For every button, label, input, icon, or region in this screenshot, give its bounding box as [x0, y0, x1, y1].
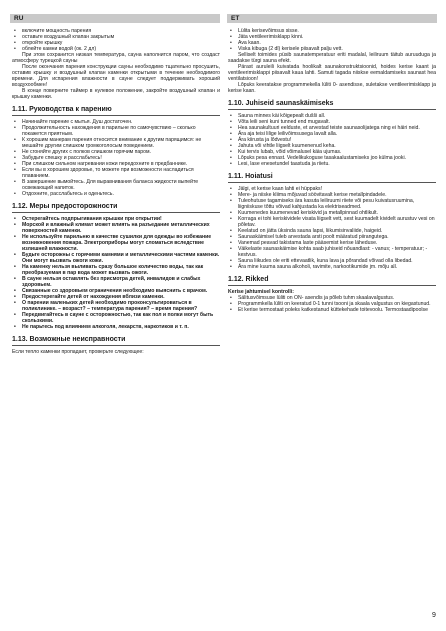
list-item: • Sälitusvõimsuse lüliti on ON- asendis ja põleb tuhm skaalavalgustus. [228, 295, 436, 301]
paragraph: Lõpuks keeratakse programmekella lüliti 0- asendisse, suletakse ventileerimisklapp ja kerise kaan. [228, 82, 436, 94]
list-item: • Ära aja teisi lilige leilivõimsusega lavalt alla. [228, 131, 436, 137]
page-number: 9 [432, 612, 436, 619]
list-item: • Jäta ventileerimisklapp kinni. [228, 34, 436, 40]
list-item: • Viska kibuga (2 dl) kerisele piisavalt palju vett. [228, 46, 436, 52]
list-item: • Vanemad peavad takistama laste pääsemist kerise läheduse. [228, 240, 436, 246]
list-item: • Tuleohutuse tagamiseks ära kasuta leiliruumi riiete või pesu kuivatusruumina, liigniiskuse tõttu võivad kahjustada ka elektriseadmed. [228, 198, 436, 210]
list-item: • Programmkella lüliti on keeratud 0-1 tunni tsooni ja skaala valgustus on kiegastunud. [228, 301, 436, 307]
list-item: • Отдохните, расслабьтесь и оденьтесь. [12, 191, 220, 197]
list-item: • Et kerise termostaat poleks katkestanud küttekehade toitevoolu. Termostaadipoolse [228, 307, 436, 313]
list-item: • Предостерегайте детей от нахождения вблизи каменки. [12, 294, 220, 300]
list-item: • В завершение вымойтесь. Для выравнивания баланса жидкости выпейте освежающий напиток. [12, 179, 220, 191]
section-heading: 1.11. Руководства к парению [12, 106, 220, 116]
paragraph: При этом сохранится низкая температура, сауна наполнится паром, что создаст атмосферу турецкой сауны [12, 52, 220, 64]
language-tab-et: ET [227, 14, 437, 23]
warnings-list [12, 216, 220, 330]
list-item: • Забудьте спешку и расслабьтесь! [12, 155, 220, 161]
paragraph: В конце поверните таймер в нулевое положение, закройте воздушный клапан и крышку каменки. [12, 88, 220, 100]
list-item: • Jälgi, et kerise kaan lahti ei hüppaks! [228, 186, 436, 192]
language-tab-ru: RU [10, 14, 220, 23]
list-item: • Lesi, lase enesetundel taastuda ja riietu. [228, 161, 436, 167]
column-estonian [228, 28, 436, 313]
paragraph: Selliselt toimides püsib saunatemperatuur eriti madalal, leiliruum täitub auruuduga ja saadakse türgi sauna efekt. [228, 52, 436, 64]
list-item: • На каменку нельзя выливать сразу большое количество воды, так как преобразуемая в пар вода может вызвать ожоги. [12, 264, 220, 276]
list-item: • Hea saunakultuuri eelduste, et arvestad teiste saunasolijatega ning ei häiri neid. [228, 125, 436, 131]
subheading: Kerise jahtumisel kontrolli: [228, 289, 294, 295]
list-item: • Mere- ja niiske kliima mõjuvad söövitavalt kerise metallpindadele. [228, 192, 436, 198]
list-item: • облейте камни водой (ок. 2 дл) [12, 46, 220, 52]
list-item: • Морской и влажный климат может влиять на разъедание металлических поверхностей каменки. [12, 222, 220, 234]
list-item: • В сауне нельзя оставлять без присмотра детей, инвалидов и слабых здоровьем. [12, 276, 220, 288]
list-item: • Sauna minnes käi kõigepealt dušši all. [228, 113, 436, 119]
list-item: • Если вы в хорошем здоровье, то можете при возможности насладиться плаванием. [12, 167, 220, 179]
list-item: • Väikelaste saunaskäimise kohta saab juhiseid nõuandlast: - vanus; - temperatuur; - kestvus. [228, 246, 436, 258]
list-item: • Передвигайтесь в сауне с осторожностью, так как пол и полки могут быть скользкими. [12, 312, 220, 324]
list-item: • К хорошим манерам парения относится внимание к другим парящимся: не мешайте другим слишком громкоголосым поведением. [12, 137, 220, 149]
section-heading: 1.12. Меры предосторожности [12, 203, 220, 213]
list-item: • Jahuta või vihtle liigselt kuumenenud keha. [228, 143, 436, 149]
intro-bullet-list [228, 28, 436, 52]
warnings-list [228, 186, 436, 270]
list-item: • Võta leili seni kuni tunned end mugavalt. [228, 119, 436, 125]
faults-list [228, 295, 436, 313]
list-item: • Остерегайтесь подпрыгивания крышки при открытии! [12, 216, 220, 222]
list-item: • При слишком сильном нагревании кожи передохните в предбаннике. [12, 161, 220, 167]
list-item: • Не используйте парильню в качестве сушилки для одежды во избежание возникновения пожара. Электроприборы могут сломаться вследствие излишней влажности. [12, 234, 220, 252]
section-heading: 1.10. Juhiseid saunaskäimiseks [228, 100, 436, 110]
paragraph: После окончания парения конструкции сауны необходимо тщательно просушить, оставив крышку и воздушный клапан каменки открытыми в течение необходимого времени. Для испарения влажности в сауне следует поддерживать хороший воздухообмен! [12, 64, 220, 88]
list-item: • Будьте осторожны с горячими камнями и металлическими частями каменки. Они могут вызвать ожоги кожи. [12, 252, 220, 264]
list-item: • Ära mine kuuma sauna alkoholi, ravimite, narkootikumide jm. mõju all. [228, 264, 436, 270]
list-item: • Не сгоняйте других с полков слишком горячим паром. [12, 149, 220, 155]
list-item: • Ära kiirusta ja lõdvestu! [228, 137, 436, 143]
column-russian [12, 28, 220, 355]
list-item: • Ava kaan. [228, 40, 436, 46]
list-item: • Продолжительность нахождения в парильне по самочувствию – сколько покажется приятным. [12, 125, 220, 137]
list-item: • Связанные со здоровьем ограничения необходимо выяснить с врачом. [12, 288, 220, 294]
list-item: • Sauna liikudes ole eriti ettevaatlik, kuna lava ja põrandad võivad olla libedad. [228, 258, 436, 264]
list-item: • Lõpuks pesa ennast. Vedelikukoguse tasakaalustamiseks joo külma jooki. [228, 155, 436, 161]
list-item: • откройте крышку [12, 40, 220, 46]
list-item: • Kuumenedes kuumenevad keriskivid ja metallpinnad ohtlikult. [228, 210, 436, 216]
list-item: • Начинайте парение с мытья. Душ достаточен. [12, 119, 220, 125]
list-item: • включите мощность парения [12, 28, 220, 34]
section-heading: 1.12. Rikked [228, 276, 436, 286]
list-item: • О парении маленьких детей необходимо проконсультироваться в поликлинике. – возраст? – температура парения? – время парения? [12, 300, 220, 312]
list-item: • Keelatud on jätta üksinda sauna lapsi, liikumisinvaliide, haigeid. [228, 228, 436, 234]
list-item: • Kui tervis lubab, võid võimalusel käia ujumas. [228, 149, 436, 155]
list-item: • оставьте воздушный клапан закрытым [12, 34, 220, 40]
sauna-guide-list [12, 119, 220, 197]
paragraph: Если тепло каменки пропадает, проверьте следующее: [12, 349, 144, 355]
sauna-guide-list [228, 113, 436, 167]
section-heading: 1.11. Hoiatusi [228, 173, 436, 183]
intro-bullet-list [12, 28, 220, 52]
list-item: • Не парьтесь под влиянием алкоголя, лекарств, наркотиков и т. п. [12, 324, 220, 330]
paragraph: Pärast auruleili kuivatada hoolikalt saunakonstruktsioonid, hoides kerise kaant ja ventileerimisklappi piisavalt kaua lahti. Samuti tagada niiskse eemaldamiseks saunast hea ventilatsioon! [228, 64, 436, 82]
list-item: • Lülita kerisevõimsus sisse. [228, 28, 436, 34]
list-item: • Korraga ei tohi keriskividele visata liigselt vett, sest kuumadelt kividelt aurustuv vesi on põletav. [228, 216, 436, 228]
list-item: • Saunaskäimisel tuleb arvestada arsti poolt määratud piirangutega. [228, 234, 436, 240]
section-heading: 1.13. Возможные неисправности [12, 336, 220, 346]
